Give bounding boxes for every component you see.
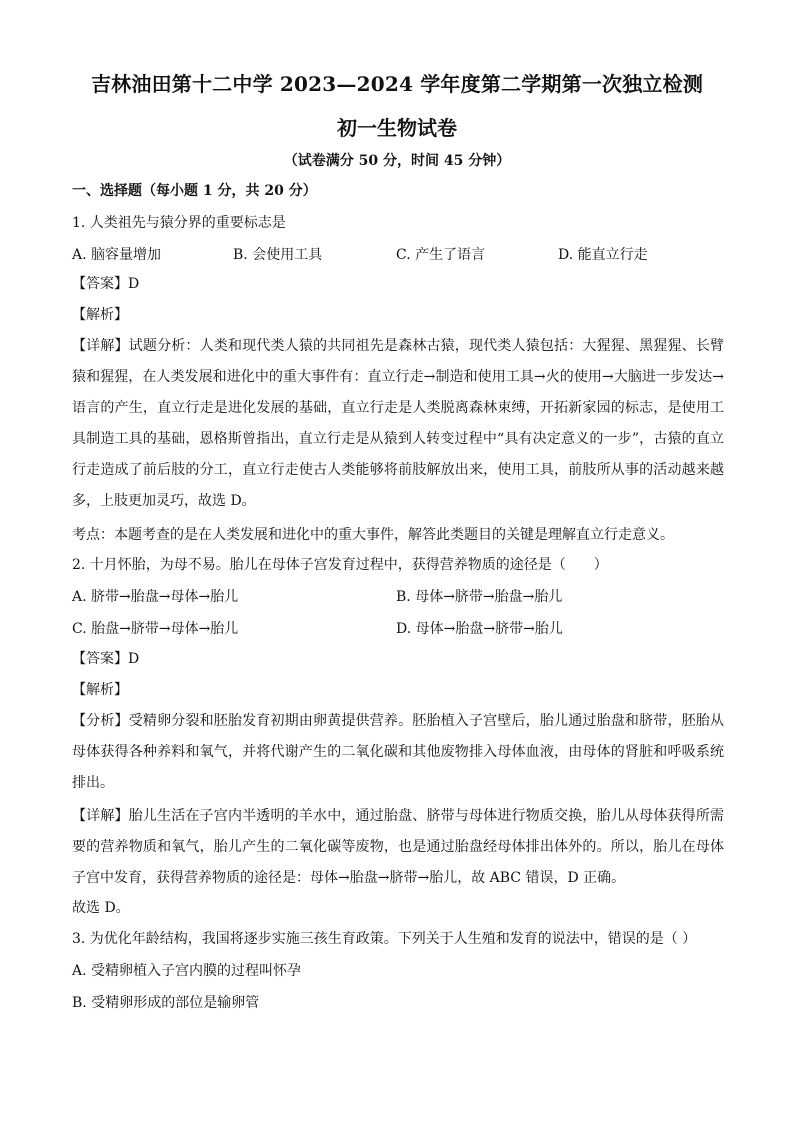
q2-detail: 【详解】胎儿生活在子宫内半透明的羊水中，通过胎盘、脐带与母体进行物质交换，胎儿从母体获得所需要的营养物质和氧气，胎儿产生的二氧化碳等废物，也是通过胎盘经母体排出体外的。所以，胎儿在母体子宫中发育，获得营养物质的途径是：母体→胎盘→脐带→胎儿，故 ABC 错误，D 正确。 bbox=[72, 808, 724, 886]
q1-option-a: A. 脑容量增加 bbox=[72, 247, 162, 263]
q1-analysis-tag: 【解析】 bbox=[72, 307, 128, 323]
section-heading: 一、选择题（每小题 1 分，共 20 分） bbox=[72, 183, 317, 199]
q2-option-d: D. 母体→胎盘→脐带→胎儿 bbox=[396, 621, 563, 637]
q2-option-b: B. 母体→脐带→胎盘→胎儿 bbox=[396, 589, 563, 605]
q2-stem: 2. 十月怀胎，为母不易。胎儿在母体子宫发育过程中，获得营养物质的途径是（ ） bbox=[72, 557, 608, 573]
q1-detail: 【详解】试题分析：人类和现代类人猿的共同祖先是森林古猿，现代类人猿包括：大猩猩、黑猩猩、长臂猿和猩猩，在人类发展和进化中的重大事件有：直立行走→制造和使用工具→火的使用→大脑进一步发达→语言的产生，直立行走是进化发展的基础，直立行走是人类脱离森林束缚，开拓新家园的标志，是使用工具制造工具的基础，恩格斯曾指出，直立行走是从猿到人转变过程中“具有决定意义的一步”，古猿的直立行走造成了前后肢的分工，直立行走使古人类能够将前肢解放出来，使用工具，前肢所从事的活动越来越多，上肢更加灵巧，故选 D。 bbox=[72, 338, 724, 509]
q1-option-d: D. 能直立行走 bbox=[558, 247, 648, 263]
exam-note: （试卷满分 50 分，时间 45 分钟） bbox=[283, 153, 511, 169]
q1-answer: 【答案】D bbox=[72, 276, 140, 292]
q1-note: 考点：本题考查的是在人类发展和进化中的重大事件，解答此类题目的关键是理解直立行走意义。 bbox=[72, 527, 674, 543]
q3-option-b: B. 受精卵形成的部位是输卵管 bbox=[72, 995, 260, 1011]
q3-option-a: A. 受精卵植入子宫内膜的过程叫怀孕 bbox=[72, 963, 302, 979]
q2-analysis-tag: 【解析】 bbox=[72, 682, 128, 698]
q2-answer: 【答案】D bbox=[72, 651, 140, 667]
exam-title: 吉林油田第十二中学 2023—2024 学年度第二学期第一次独立检测 bbox=[90, 72, 704, 96]
q1-option-b: B. 会使用工具 bbox=[233, 247, 323, 263]
q1-option-c: C. 产生了语言 bbox=[396, 247, 486, 263]
q2-option-c: C. 胎盘→脐带→母体→胎儿 bbox=[72, 621, 239, 637]
q2-option-a: A. 脐带→胎盘→母体→胎儿 bbox=[72, 589, 239, 605]
q2-conclusion: 故选 D。 bbox=[72, 900, 130, 916]
q1-stem: 1. 人类祖先与猿分界的重要标志是 bbox=[72, 215, 286, 231]
q3-stem: 3. 为优化年龄结构，我国将逐步实施三孩生育政策。下列关于人生殖和发育的说法中，错误的是（ ） bbox=[72, 931, 697, 947]
q2-fenxi: 【分析】受精卵分裂和胚胎发育初期由卵黄提供营养。胚胎植入子宫壁后，胎儿通过胎盘和脐带，胚胎从母体获得各种养料和氧气，并将代谢产生的二氧化碳和其他废物排入母体血液，由母体的肾脏和呼吸系统排出。 bbox=[72, 713, 724, 791]
exam-subtitle: 初一生物试卷 bbox=[337, 116, 457, 140]
